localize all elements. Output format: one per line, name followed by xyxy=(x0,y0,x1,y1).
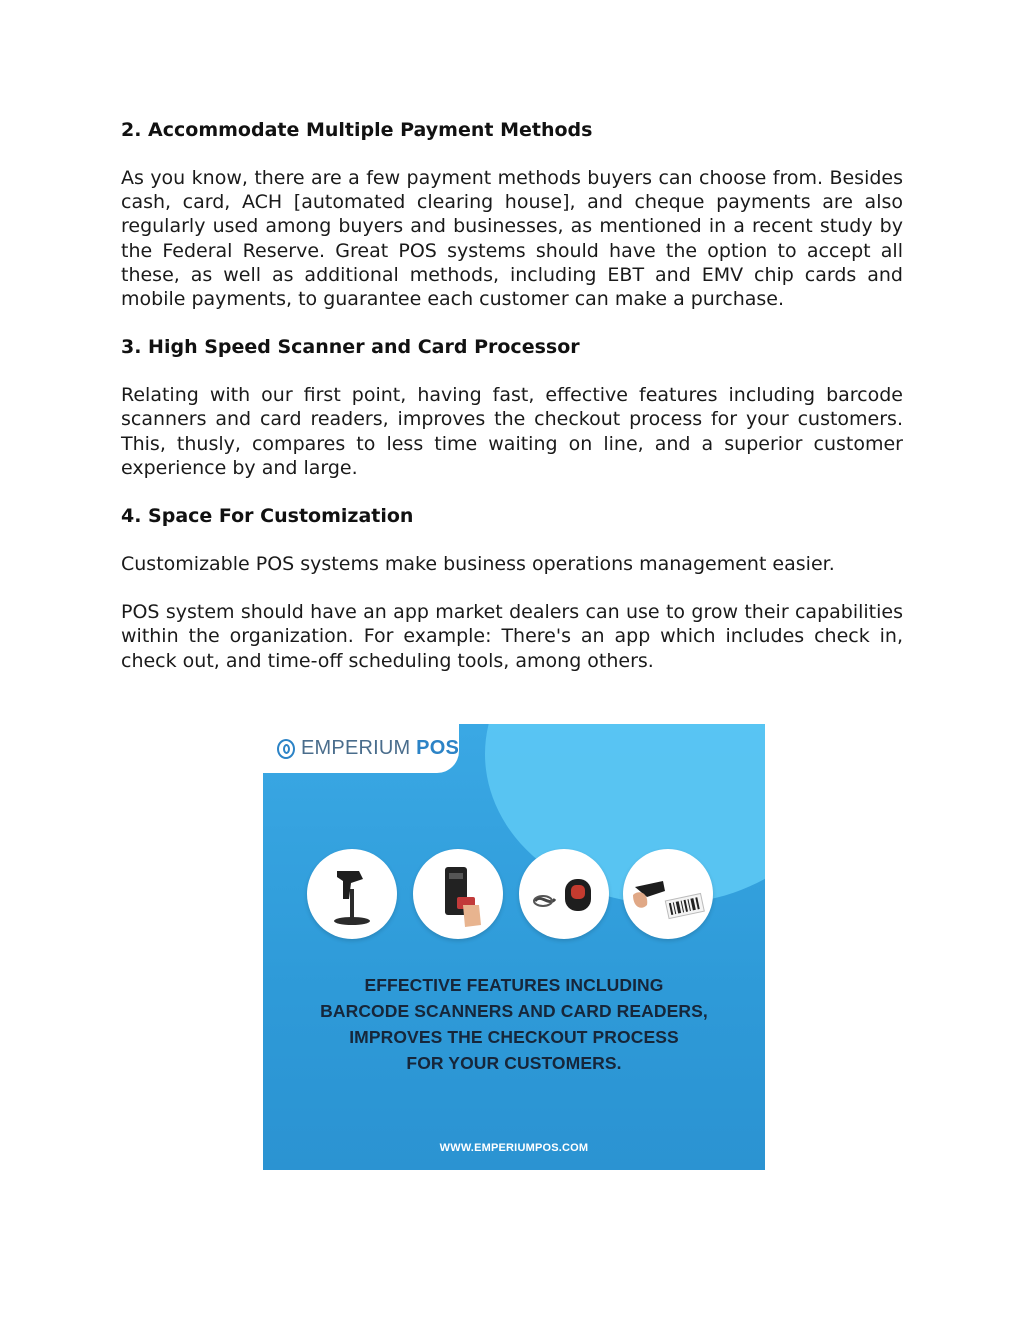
headline-line: IMPROVES THE CHECKOUT PROCESS xyxy=(349,1027,679,1047)
section-paragraph: Relating with our first point, having fast, effective features including barcode scanners and card readers, improves the checkout process for your customers. This, thusly, compares to less time waiting on line, and a superior customer experience by and large. xyxy=(121,384,903,479)
section-heading: 4. Space For Customization xyxy=(121,505,414,528)
promo-website: WWW.EMPERIUMPOS.COM xyxy=(439,1142,589,1154)
barcode-scanner-stand-icon xyxy=(307,849,397,939)
brand-suffix: POS xyxy=(416,737,459,759)
section-heading: 3. High Speed Scanner and Card Processor xyxy=(121,336,580,359)
section-scanner-card-processor xyxy=(121,335,903,480)
promo-image xyxy=(263,724,765,1170)
section-payment-methods xyxy=(121,118,903,311)
promo-headline xyxy=(263,972,765,1076)
headline-line: EFFECTIVE FEATURES INCLUDING xyxy=(364,975,664,995)
logo-icon xyxy=(277,739,295,759)
section-customization xyxy=(121,504,903,673)
brand-name: EMPERIUM xyxy=(301,737,411,759)
omnidirectional-scanner-icon xyxy=(519,849,609,939)
section-paragraph: Customizable POS systems make business operations management easier. xyxy=(121,553,835,576)
card-reader-icon xyxy=(413,849,503,939)
brand-logo xyxy=(263,724,459,773)
section-paragraph: As you know, there are a few payment methods buyers can choose from. Besides cash, card, ACH [automated clearing house], and cheque payments are also regularly used among buyers and businesses, as mentioned in a recent study by the Federal Reserve. Great POS systems should have the option to accept all these, as well as additional methods, including EBT and EMV chip cards and mobile payments, to guarantee each customer can make a purchase. xyxy=(121,167,903,311)
section-heading: 2. Accommodate Multiple Payment Methods xyxy=(121,119,593,141)
section-paragraph: POS system should have an app market dealers can use to grow their capabilities within the organization. For example: There's an app which includes check in, check out, and time-off scheduling tools, among others. xyxy=(121,601,903,672)
handheld-scanner-icon xyxy=(623,849,713,939)
article-body xyxy=(121,118,903,697)
headline-line: FOR YOUR CUSTOMERS. xyxy=(406,1053,622,1073)
headline-line: BARCODE SCANNERS AND CARD READERS, xyxy=(320,1001,708,1021)
